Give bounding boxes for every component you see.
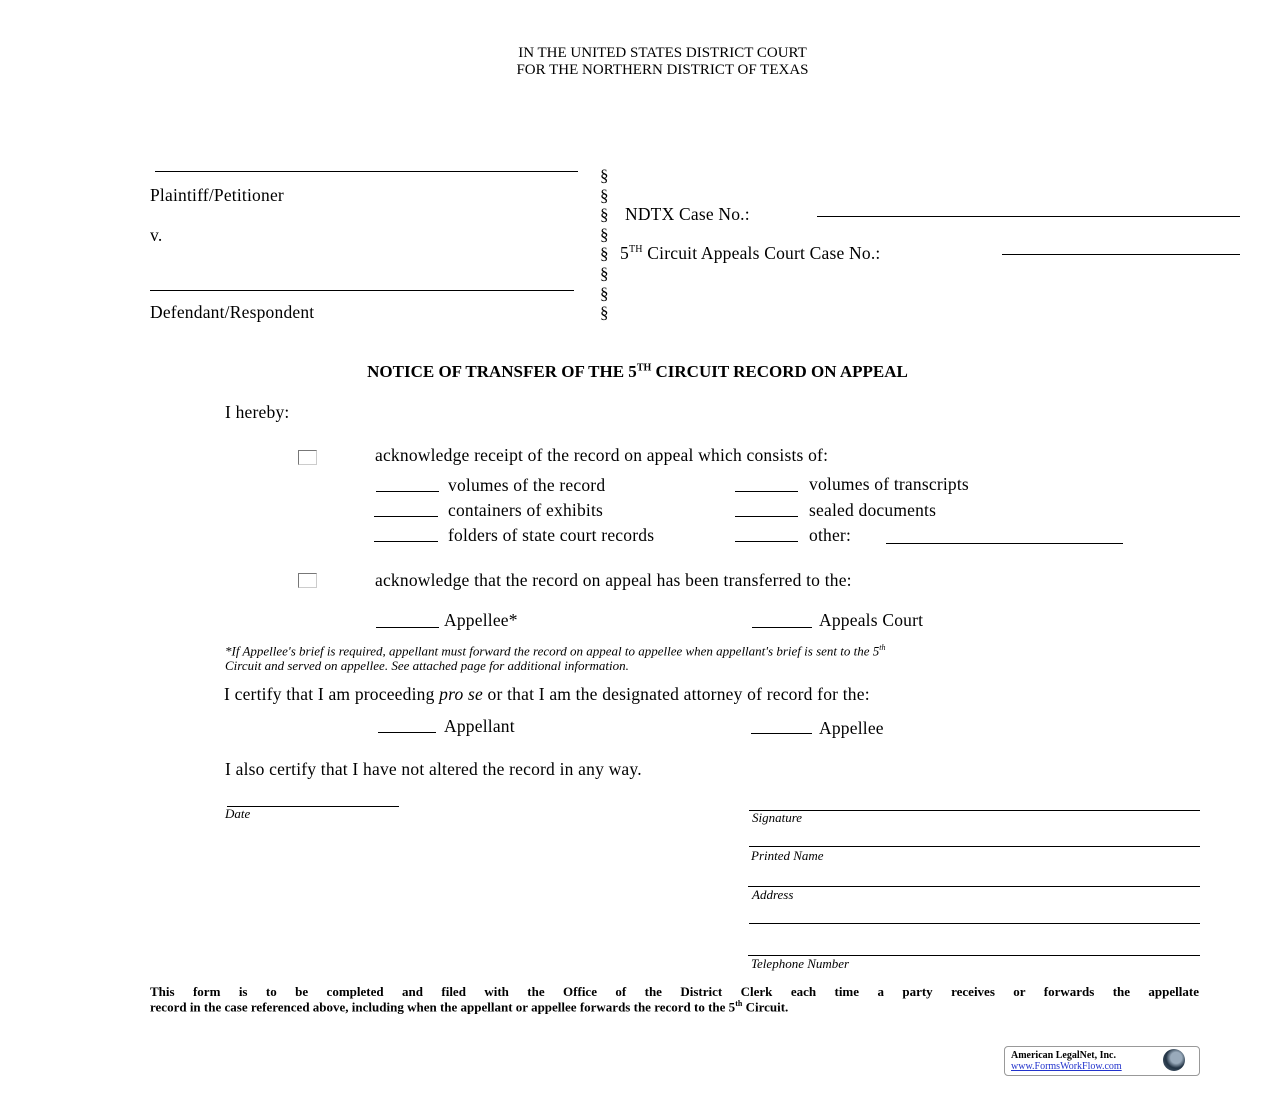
sealed-documents-label: sealed documents xyxy=(809,500,937,520)
appellee-transfer-label: Appellee* xyxy=(444,610,518,630)
address-label: Address xyxy=(752,887,794,902)
printed-name-label: Printed Name xyxy=(751,848,824,863)
instructions-end: Circuit. xyxy=(742,999,789,1015)
circuit-label-text: Circuit Appeals Court Case No.: xyxy=(647,243,881,263)
acknowledge-receipt-checkbox[interactable] xyxy=(298,450,317,465)
date-label: Date xyxy=(225,806,251,821)
ndtx-case-label: NDTX Case No.: xyxy=(625,204,750,224)
court-header-line1: IN THE UNITED STATES DISTRICT COURT xyxy=(518,45,807,61)
footnote-sup: th xyxy=(879,643,886,652)
ndtx-case-number-field[interactable] xyxy=(817,216,1240,217)
section-symbol: § xyxy=(600,166,609,185)
logo-url[interactable]: www.FormsWorkFlow.com xyxy=(1011,1061,1122,1072)
appellant-blank[interactable] xyxy=(378,732,436,733)
signature-label: Signature xyxy=(752,810,803,825)
footnote-line2: Circuit and served on appellee. See attached page for additional information. xyxy=(225,658,629,673)
appellee-transfer-blank[interactable] xyxy=(376,627,439,628)
section-symbol: § xyxy=(600,284,609,303)
acknowledge-transfer-label: acknowledge that the record on appeal has been transferred to the: xyxy=(375,570,852,590)
circuit-sup: TH xyxy=(628,244,643,256)
appellee-blank[interactable] xyxy=(751,733,812,734)
instructions-line2 xyxy=(150,999,788,1015)
printed-name-field[interactable] xyxy=(749,846,1200,847)
plaintiff-blank[interactable] xyxy=(155,171,578,172)
pro-se-text: pro se xyxy=(439,684,483,704)
court-header-line2: FOR THE NORTHERN DISTRICT OF TEXAS xyxy=(516,62,809,78)
appeals-court-transfer-blank[interactable] xyxy=(752,627,812,628)
state-court-folders-blank[interactable] xyxy=(374,541,438,542)
defendant-label: Defendant/Respondent xyxy=(150,302,315,322)
circuit-case-label xyxy=(620,243,880,264)
instructions-text: record in the case referenced above, including when the appellant or appellee forwards the record to the 5 xyxy=(150,999,736,1015)
form-title xyxy=(0,362,1275,382)
acknowledge-receipt-label: acknowledge receipt of the record on appeal which consists of: xyxy=(375,445,829,465)
volumes-transcripts-label: volumes of transcripts xyxy=(809,474,969,494)
instructions-sup: th xyxy=(735,999,743,1008)
certify-suffix: or that I am the designated attorney of record for the: xyxy=(482,684,870,704)
logo-company: American LegalNet, Inc. xyxy=(1011,1050,1116,1061)
appeals-court-transfer-label: Appeals Court xyxy=(819,610,924,630)
volumes-transcripts-blank[interactable] xyxy=(735,491,798,492)
title-prefix: NOTICE OF TRANSFER OF THE 5 xyxy=(367,362,637,381)
footnote-line1 xyxy=(225,643,886,659)
defendant-blank[interactable] xyxy=(150,290,574,291)
section-symbol: § xyxy=(600,205,609,224)
legalnet-logo[interactable] xyxy=(1004,1046,1200,1076)
footnote-text: *If Appellee's brief is required, appellant must forward the record on appeal to appellee when appellant's brief is sent to the 5 xyxy=(225,643,880,659)
volumes-record-label: volumes of the record xyxy=(448,475,606,495)
address-field[interactable] xyxy=(748,886,1200,887)
section-symbol: § xyxy=(600,303,609,322)
title-suffix: CIRCUIT RECORD ON APPEAL xyxy=(655,362,908,381)
appellee-label: Appellee xyxy=(819,718,884,738)
other-label: other: xyxy=(809,525,852,545)
instructions-line1: This form is to be completed and filed with the Office of the District Clerk each time a party receives or forwards the appellate xyxy=(150,984,1199,999)
certify-statement xyxy=(224,684,870,705)
certify-prefix: I certify that I am proceeding xyxy=(224,684,440,704)
appellant-label: Appellant xyxy=(444,716,515,736)
containers-exhibits-label: containers of exhibits xyxy=(448,500,604,520)
globe-icon xyxy=(1163,1049,1185,1071)
section-symbol: § xyxy=(600,186,609,205)
other-description-field[interactable] xyxy=(886,543,1123,544)
signature-field[interactable] xyxy=(749,810,1200,811)
title-sup: TH xyxy=(636,362,652,374)
not-altered-statement: I also certify that I have not altered the record in any way. xyxy=(225,759,642,779)
containers-exhibits-blank[interactable] xyxy=(374,516,438,517)
acknowledge-transfer-checkbox[interactable] xyxy=(298,573,317,588)
circuit-case-number-field[interactable] xyxy=(1002,254,1240,255)
circuit-number: 5 xyxy=(620,243,629,263)
section-symbol: § xyxy=(600,264,609,283)
volumes-record-blank[interactable] xyxy=(376,491,439,492)
state-court-folders-label: folders of state court records xyxy=(448,525,655,545)
telephone-label: Telephone Number xyxy=(751,956,850,971)
date-field[interactable] xyxy=(227,806,399,807)
sealed-documents-blank[interactable] xyxy=(735,516,798,517)
other-count-blank[interactable] xyxy=(735,541,798,542)
hereby-label: I hereby: xyxy=(225,402,290,422)
versus-label: v. xyxy=(150,225,163,245)
address-line2-field[interactable] xyxy=(749,923,1200,924)
plaintiff-label: Plaintiff/Petitioner xyxy=(150,185,284,205)
section-symbol: § xyxy=(600,225,609,244)
section-symbol: § xyxy=(600,244,609,263)
